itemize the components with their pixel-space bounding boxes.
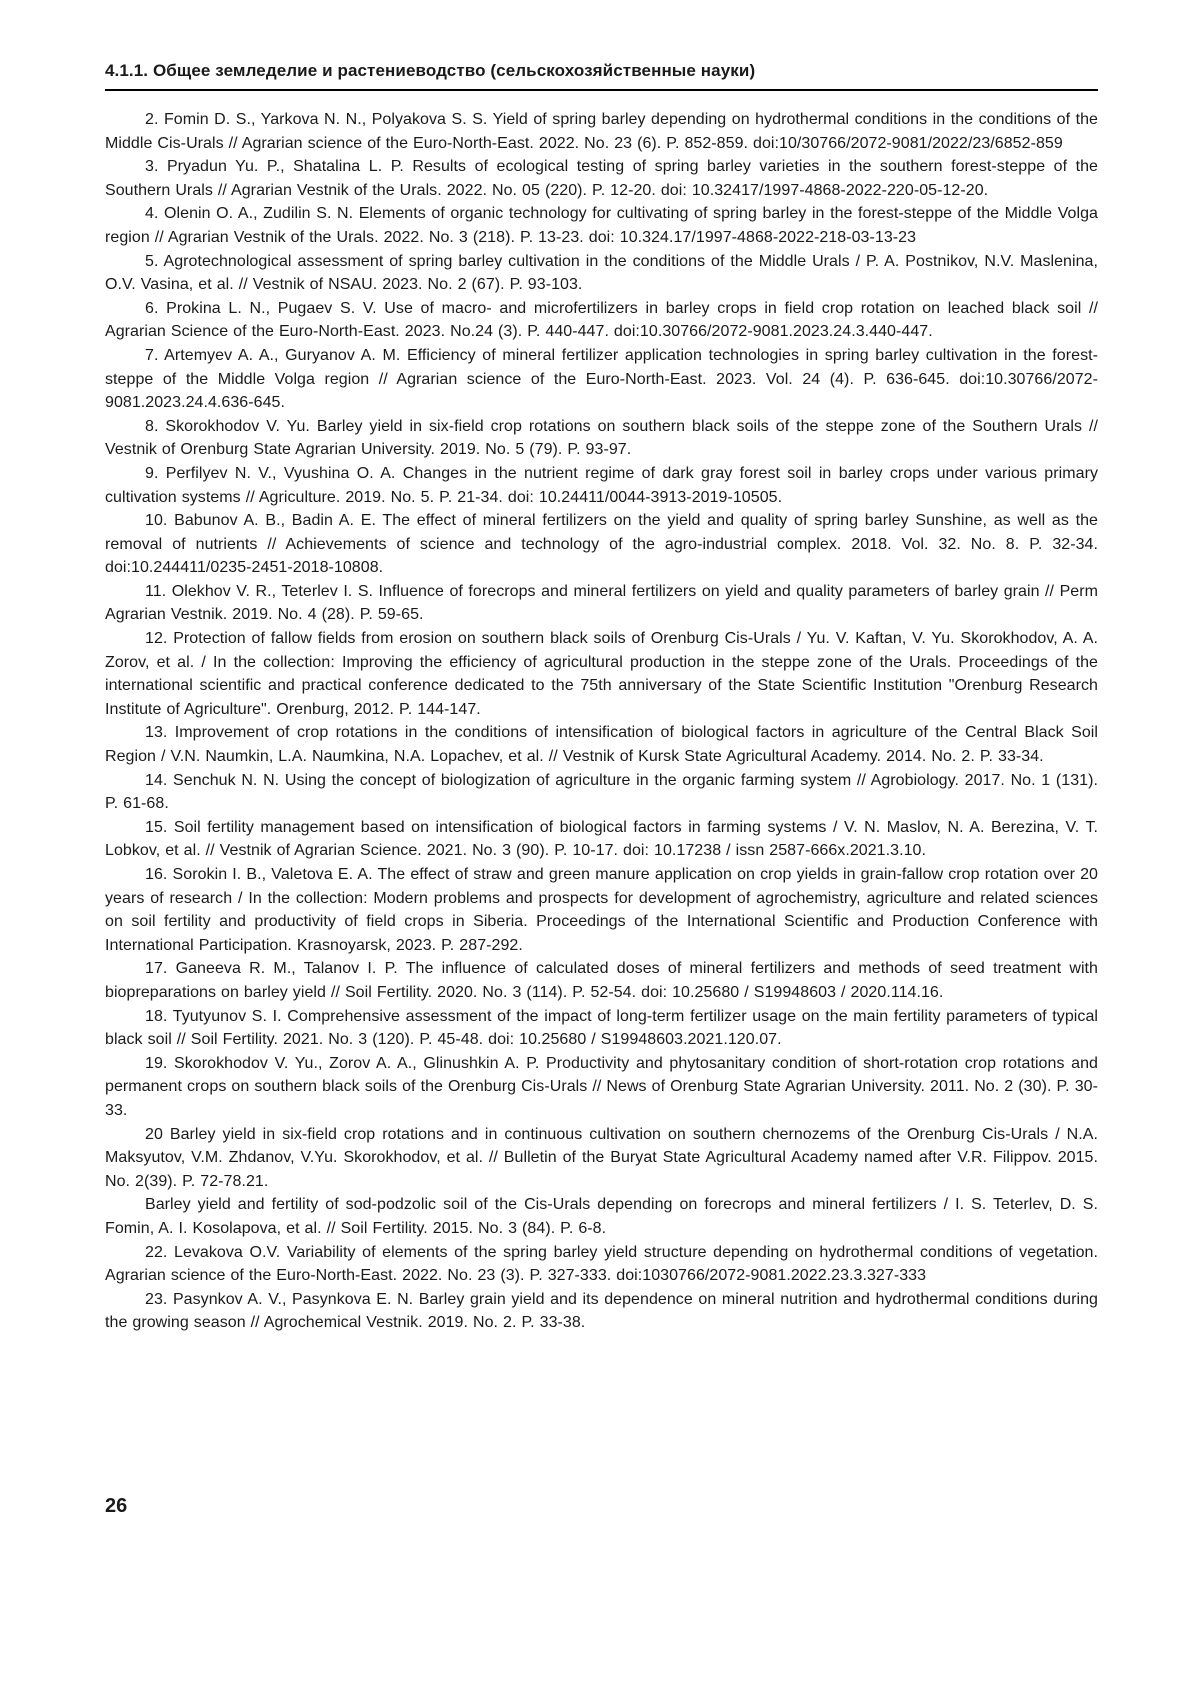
reference-entry: 11. Olekhov V. R., Teterlev I. S. Influence of forecrops and mineral fertilizers on yield and quality parameters of barley grain // Perm Agrarian Vestnik. 2019. No. 4 (28). P. 59-65. (105, 582, 1098, 624)
reference-entry: 10. Babunov A. B., Badin A. E. The effect of mineral fertilizers on the yield and quality of spring barley Sunshine, as well as the removal of nutrients // Achievements of science and technology of the agro-industrial complex. 2018. Vol. 32. No. 8. P. 32-34. doi:10.244411/0235-2451-2018-10808. (105, 512, 1098, 577)
reference-entry: 9. Perfilyev N. V., Vyushina O. A. Changes in the nutrient regime of dark gray forest soil in barley crops under various primary cultivation systems // Agriculture. 2019. No. 5. P. 21-34. doi: 10.24411/0044-3913-2019-10505. (105, 464, 1098, 506)
reference-entry: 4. Olenin O. A., Zudilin S. N. Elements of organic technology for cultivating of spring barley in the forest-steppe of the Middle Volga region // Agrarian Vestnik of the Urals. 2022. No. 3 (218). P. 13-23. doi: 10.324.17/1997-4868-2022-218-03-13-23 (105, 205, 1098, 246)
reference-entry: 15. Soil fertility management based on intensification of biological factors in farming systems / V. N. Maslov, N. A. Berezina, V. T. Lobkov, et al. // Vestnik of Agrarian Science. 2021. No. 3 (90). P. 10-17. doi: 10.17238 / issn 2587-666x.2021.3.10. (105, 818, 1098, 860)
reference-entry: 18. Tyutyunov S. I. Comprehensive assessment of the impact of long-term fertilizer usage on the main fertility parameters of typical black soil // Soil Fertility. 2021. No. 3 (120). P. 45-48. doi: 10.25680 / S19948603.2021.120.07. (105, 1007, 1098, 1049)
reference-entry: 22. Levakova O.V. Variability of elements of the spring barley yield structure depending on hydrothermal conditions of vegetation. Agrarian science of the Euro-North-East. 2022. No. 23 (3). P. 327-333. doi:1030766/2072-9081.2022.23.3.327-333 (105, 1243, 1098, 1285)
reference-entry: 5. Agrotechnological assessment of spring barley cultivation in the conditions of the Middle Urals / P. A. Postnikov, N.V. Maslenina, O.V. Vasina, et al. // Vestnik of NSAU. 2023. No. 2 (67). P. 93-103. (105, 252, 1098, 294)
reference-entry: 16. Sorokin I. B., Valetova E. A. The effect of straw and green manure application on crop yields in grain-fallow crop rotation over 20 years of research / In the collection: Modern problems and prospects for development of agrochemistry, agriculture and related sciences on soil fertility and productivity of field crops in Siberia. Proceedings of the International Scientific and Production Conference with International Participation. Krasnoyarsk, 2023. P. 287-292. (105, 866, 1098, 954)
section-heading: 4.1.1. Общее земледелие и растениеводство (сельскохозяйственные науки) (105, 60, 1098, 91)
reference-entry: 3. Pryadun Yu. P., Shatalina L. P. Results of ecological testing of spring barley varieties in the southern forest-steppe of the Southern Urals // Agrarian Vestnik of the Urals. 2022. No. 05 (220). P. 12-20. doi: 10.32417/1997-4868-2022-220-05-12-20. (105, 158, 1098, 199)
reference-entry: 20 Barley yield in six-field crop rotations and in continuous cultivation on southern chernozems of the Orenburg Cis-Urals / N.A. Maksyutov, V.M. Zhdanov, V.Yu. Skorokhodov, et al. // Bulletin of the Buryat State Agricultural Academy named after V.R. Filippov. 2015. No. 2(39). P. 72-78.21. (105, 1125, 1098, 1190)
reference-entry: 14. Senchuk N. N. Using the concept of biologization of agriculture in the organic farming system // Agrobiology. 2017. No. 1 (131). P. 61-68. (105, 771, 1098, 813)
reference-entry: Barley yield and fertility of sod-podzolic soil of the Cis-Urals depending on forecrops and mineral fertilizers / I. S. Teterlev, D. S. Fomin, A. I. Kosolapova, et al. // Soil Fertility. 2015. No. 3 (84). P. 6-8. (105, 1196, 1098, 1237)
reference-entry: 23. Pasynkov A. V., Pasynkova E. N. Barley grain yield and its dependence on mineral nutrition and hydrothermal conditions during the growing season // Agrochemical Vestnik. 2019. No. 2. P. 33-38. (105, 1290, 1098, 1332)
reference-entry: 13. Improvement of crop rotations in the conditions of intensification of biological factors in agriculture of the Central Black Soil Region / V.N. Naumkin, L.A. Naumkina, N.A. Lopachev, et al. // Vestnik of Kursk State Agricultural Academy. 2014. No. 2. P. 33-34. (105, 724, 1098, 766)
reference-list (105, 108, 1098, 1335)
reference-entry: 19. Skorokhodov V. Yu., Zorov A. A., Glinushkin A. P. Productivity and phytosanitary condition of short-rotation crop rotations and permanent crops on southern black soils of the Orenburg Cis-Urals // News of Orenburg State Agrarian University. 2011. No. 2 (30). P. 30-33. (105, 1054, 1098, 1119)
page-number: 26 (105, 1495, 128, 1517)
reference-entry: 6. Prokina L. N., Pugaev S. V. Use of macro- and microfertilizers in barley crops in field crop rotation on leached black soil // Agrarian Science of the Euro-North-East. 2023. No.24 (3). P. 440-447. doi:10.30766/2072-9081.2023.24.3.440-447. (105, 299, 1098, 341)
reference-entry: 2. Fomin D. S., Yarkova N. N., Polyakova S. S. Yield of spring barley depending on hydrothermal conditions in the conditions of the Middle Cis-Urals // Agrarian science of the Euro-North-East. 2022. No. 23 (6). P. 852-859. doi:10/30766/2072-9081/2022/23/6852-859 (105, 111, 1098, 152)
page-content (105, 60, 1098, 1335)
reference-entry: 17. Ganeeva R. M., Talanov I. P. The influence of calculated doses of mineral fertilizers and methods of seed treatment with biopreparations on barley yield // Soil Fertility. 2020. No. 3 (114). P. 52-54. doi: 10.25680 / S19948603 / 2020.114.16. (105, 960, 1098, 1001)
reference-entry: 7. Artemyev A. A., Guryanov A. M. Efficiency of mineral fertilizer application technologies in spring barley cultivation in the forest-steppe of the Middle Volga region // Agrarian science of the Euro-North-East. 2023. Vol. 24 (4). P. 636-645. doi:10.30766/2072-9081.2023.24.4.636-645. (105, 346, 1098, 412)
reference-entry: 12. Protection of fallow fields from erosion on southern black soils of Orenburg Cis-Urals / Yu. V. Kaftan, V. Yu. Skorokhodov, A. A. Zorov, et al. / In the collection: Improving the efficiency of agricultural production in the steppe zone of the Urals. Proceedings of the international scientific and practical conference dedicated to the 75th anniversary of the State Scientific Institution "Orenburg Research Institute of Agriculture". Orenburg, 2012. P. 144-147. (105, 630, 1098, 718)
reference-entry: 8. Skorokhodov V. Yu. Barley yield in six-field crop rotations on southern black soils of the steppe zone of the Southern Urals // Vestnik of Orenburg State Agrarian University. 2019. No. 5 (79). P. 93-97. (105, 417, 1098, 459)
